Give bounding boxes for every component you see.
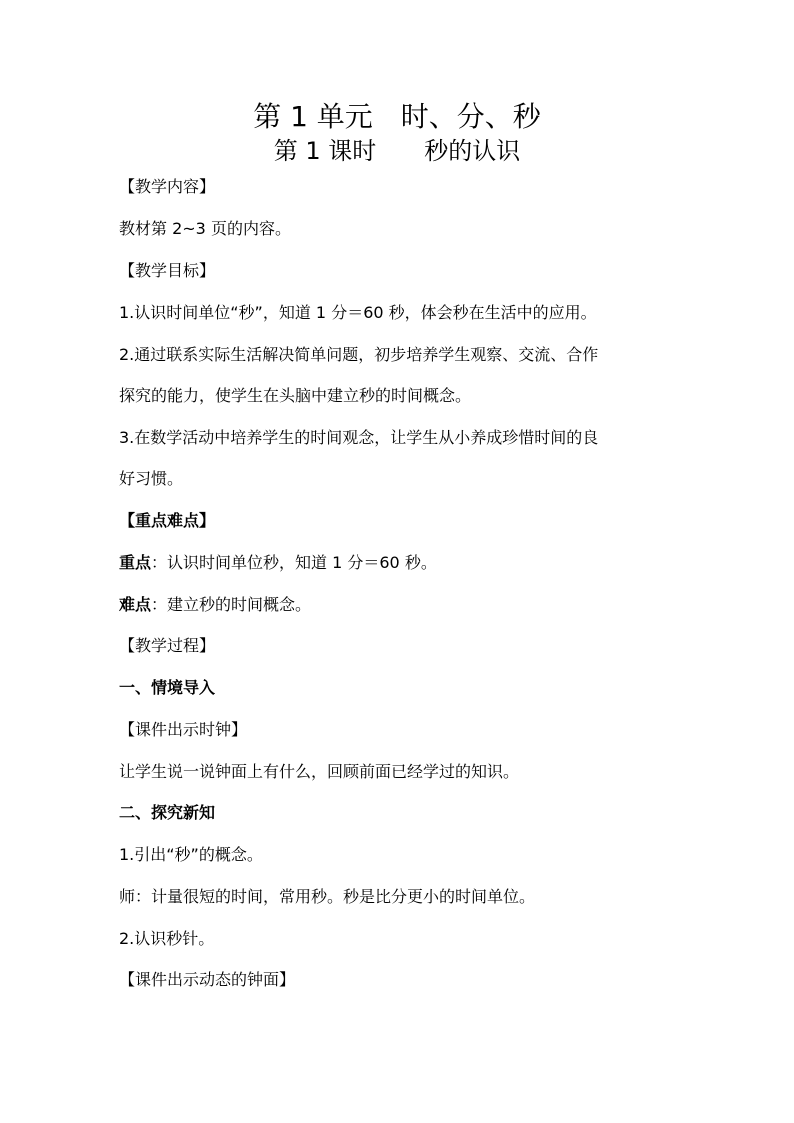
section-heading-teaching-goals: 【教学目标】 <box>119 261 216 280</box>
paragraph-second-hand: 2.认识秒针。 <box>119 929 215 948</box>
key-point-text: ：认识时间单位秒，知道 1 分＝60 秒。 <box>151 553 437 572</box>
paragraph-clock-discussion: 让学生说一说钟面上有什么，回顾前面已经学过的知识。 <box>119 762 520 781</box>
paragraph-textbook-pages: 教材第 2~3 页的内容。 <box>119 219 291 238</box>
paragraph-teacher-explains: 师：计量很短的时间，常用秒。秒是比分更小的时间单位。 <box>119 887 536 906</box>
paragraph-goal-1: 1.认识时间单位“秒”，知道 1 分＝60 秒，体会秒在生活中的应用。 <box>119 303 597 322</box>
difficult-point-label: 难点 <box>119 595 152 614</box>
section-heading-teaching-content: 【教学内容】 <box>119 177 216 196</box>
paragraph-key-point <box>119 551 699 575</box>
section-heading-key-points: 【重点难点】 <box>119 511 216 530</box>
key-point-label: 重点 <box>119 553 152 572</box>
paragraph-introduce-second: 1.引出“秒”的概念。 <box>119 845 263 864</box>
unit-title: 第 1 单元 时、分、秒 <box>253 100 541 133</box>
paragraph-goal-3-line-2: 好习惯。 <box>119 469 184 488</box>
section-heading-teaching-process: 【教学过程】 <box>119 636 216 655</box>
difficult-point-text: ：建立秒的时间概念。 <box>151 595 312 614</box>
paragraph-goal-3-line-1: 3.在数学活动中培养学生的时间观念，让学生从小养成珍惜时间的良 <box>119 428 599 447</box>
lesson-title: 第 1 课时 秒的认识 <box>273 137 521 165</box>
subheading-explore-new: 二、探究新知 <box>119 803 216 822</box>
paragraph-goal-2-line-1: 2.通过联系实际生活解决简单问题，初步培养学生观察、交流、合作 <box>119 345 599 364</box>
note-show-dynamic-clock: 【课件出示动态的钟面】 <box>119 970 296 989</box>
subheading-situation-intro: 一、情境导入 <box>119 678 216 697</box>
note-show-clock: 【课件出示时钟】 <box>119 720 248 739</box>
paragraph-difficult-point <box>119 593 699 617</box>
paragraph-goal-2-line-2: 探究的能力，使学生在头脑中建立秒的时间概念。 <box>119 386 472 405</box>
